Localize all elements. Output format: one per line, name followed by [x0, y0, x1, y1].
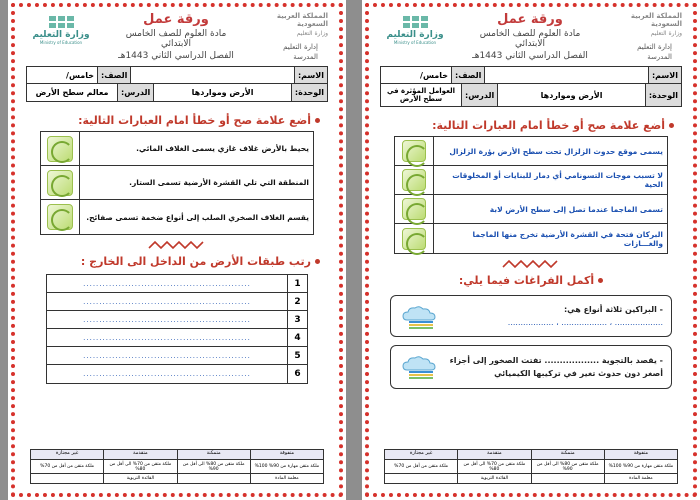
student-info-box — [26, 66, 328, 102]
fill-question-1: - البراكين ثلاثة أنواع هي: — [563, 305, 663, 314]
table-row — [41, 132, 313, 166]
table-row — [395, 137, 667, 166]
statement-text: يقسم الغلاف الصخري الصلب إلى أنواع ضخمة تسمى صفائح. — [79, 200, 313, 234]
worksheet-title: ورقة عمل — [143, 12, 209, 27]
decorative-divider — [16, 239, 338, 251]
answer-blank[interactable]: .................................................... — [83, 279, 251, 288]
ministry-logo: وزارة التعليم Ministry of Education — [386, 16, 444, 50]
table-row: 3 .................................................... — [47, 311, 307, 329]
zigzag-divider-icon — [147, 239, 207, 251]
name-label: الاسم: — [294, 67, 327, 83]
admin-label: إدارة التعليم — [637, 43, 672, 51]
table-row: 1 .................................................... — [47, 275, 307, 293]
lesson-value: معالم سطح الأرض — [35, 88, 109, 97]
bullet-icon — [315, 259, 320, 264]
statement-text: المنطقة التي تلي القشرة الأرضية تسمى الستار. — [79, 166, 313, 199]
table-row: 4 .................................................... — [47, 329, 307, 347]
school-label: المدرسة — [647, 53, 672, 61]
section-true-false-title: أضع علامة صح أو خطأ امام العبارات التالية: — [370, 119, 674, 132]
class-field[interactable]: خامس/ — [420, 70, 448, 80]
table-row — [395, 166, 667, 195]
answer-blank[interactable]: .................................................... — [83, 297, 251, 306]
table-row — [395, 224, 667, 253]
grading-footer: متفوقة متمكنة متقدمة غير مجتازة ملكة متقن مهارة من 90% 100% ملكة متقن من 80% الى أقل من 90% ملكة متقن من 70% الى أقل من 80% ملكة متقن من أقل من 70% معلمة المادة القائدة التربوية — [30, 449, 324, 484]
lesson-label: الدرس: — [117, 84, 153, 101]
fill-blank-card — [390, 295, 672, 337]
table-row — [41, 200, 313, 234]
answer-box[interactable] — [402, 228, 426, 250]
section-true-false-title: أضع علامة صح أو خطأ امام العبارات التالية: — [16, 114, 320, 127]
answer-box[interactable] — [402, 198, 426, 220]
student-info-box — [380, 66, 682, 107]
term-line: الفصل الدراسي الثاني 1443هـ — [118, 51, 234, 61]
answer-box[interactable] — [47, 204, 73, 230]
answer-blank[interactable]: .................................................... — [83, 351, 251, 360]
statement-text: تسمى الماجما عندما تصل إلى سطح الأرض لابة — [433, 195, 667, 223]
answer-blank[interactable]: .................................................... — [83, 333, 251, 342]
answer-box[interactable] — [47, 170, 73, 196]
worksheet-page-right — [362, 0, 700, 500]
answer-blank[interactable]: .................................................... — [83, 370, 251, 378]
statement-text: البركان فتحة في القشرة الأرضية تخرج منها الماجما والغـــازات — [433, 224, 667, 253]
statement-text: يحيط بالأرض غلاف غازي يسمى الغلاف المائي. — [79, 132, 313, 165]
worksheet-title-block — [111, 12, 241, 61]
subject-line: مادة العلوم للصف الخامس الابتدائي — [479, 29, 581, 49]
answer-box[interactable] — [47, 136, 73, 162]
zigzag-divider-icon — [501, 258, 561, 270]
section-fill-title: أكمل الفراغات فيما يلي: — [370, 274, 692, 287]
table-row: 6 .................................................... — [47, 365, 307, 383]
decorative-divider — [370, 258, 692, 270]
fill-blank-card — [390, 345, 672, 389]
fill-question-2[interactable]: - يقصد بالتجوية .................. تفتت الصخور إلى أجزاء — [449, 356, 663, 365]
table-row: 5 .................................................... — [47, 347, 307, 365]
worksheet-header — [16, 8, 338, 64]
bullet-icon — [598, 278, 603, 283]
lesson-label: الدرس: — [461, 84, 497, 106]
unit-value: الأرض ومواردها — [153, 84, 291, 101]
cloud-icon — [399, 354, 439, 380]
answer-blank[interactable]: .................................................... — [83, 315, 251, 324]
bullet-icon — [669, 123, 674, 128]
admin-label: إدارة التعليم — [283, 43, 318, 51]
unit-label: الوحدة: — [645, 84, 681, 106]
ministry-logo: وزارة التعليم Ministry of Education — [32, 16, 90, 50]
order-layers-table — [46, 274, 308, 384]
section-order-title: رتب طبقات الأرض من الداخل الى الخارج : — [16, 255, 320, 268]
true-false-table — [40, 131, 314, 235]
answer-box[interactable] — [402, 140, 426, 162]
worksheet-header — [370, 8, 692, 64]
statement-text: لا تسبب موجات التسونامي أي دمار للبنايات أو المخلوقات الحية — [433, 166, 667, 194]
answer-blank[interactable]: ................... ، .................. ، .................. — [507, 318, 663, 327]
statement-text: يسمى موقع حدوث الزلزال تحت سطح الأرض بؤرة الزلزال — [433, 137, 667, 165]
unit-value: الأرض ومواردها — [497, 84, 645, 106]
unit-label: الوحدة: — [291, 84, 327, 101]
name-field[interactable] — [484, 67, 648, 83]
term-line: الفصل الدراسي الثاني 1443هـ — [472, 51, 588, 61]
lesson-value: العوامل المؤثرة في سطح الأرض — [386, 87, 456, 103]
kingdom-emblem: المملكة العربية السعودية وزارة التعليم إدارة التعليم المدرسة — [602, 12, 682, 58]
answer-box[interactable] — [402, 169, 426, 191]
name-label: الاسم: — [648, 67, 681, 83]
fill-question-2-cont: أصغر دون حدوث تغير في تركيبها الكيميائي — [494, 369, 663, 378]
true-false-table — [394, 136, 668, 254]
class-label: الصف: — [97, 67, 130, 83]
school-label: المدرسة — [293, 53, 318, 61]
name-field[interactable] — [130, 67, 294, 83]
worksheet-title-block — [465, 12, 595, 61]
grading-footer: متفوقة متمكنة متقدمة غير مجتازة ملكة متقن مهارة من 90% 100% ملكة متقن من 80% الى أقل من 90% ملكة متقن من 70% الى أقل من 80% ملكة متقن من أقل من 70% معلمة المادة القائدة التربوية — [384, 449, 678, 484]
class-label: الصف: — [451, 67, 484, 83]
kingdom-emblem: المملكة العربية السعودية وزارة التعليم إدارة التعليم المدرسة — [248, 12, 328, 58]
subject-line: مادة العلوم للصف الخامس الابتدائي — [125, 29, 227, 49]
table-row — [41, 166, 313, 200]
table-row — [395, 195, 667, 224]
class-field[interactable]: خامس/ — [66, 70, 94, 80]
cloud-icon — [399, 304, 439, 330]
bullet-icon — [315, 118, 320, 123]
worksheet-page-left — [8, 0, 346, 500]
table-row: 2 .................................................... — [47, 293, 307, 311]
worksheet-title: ورقة عمل — [497, 12, 563, 27]
